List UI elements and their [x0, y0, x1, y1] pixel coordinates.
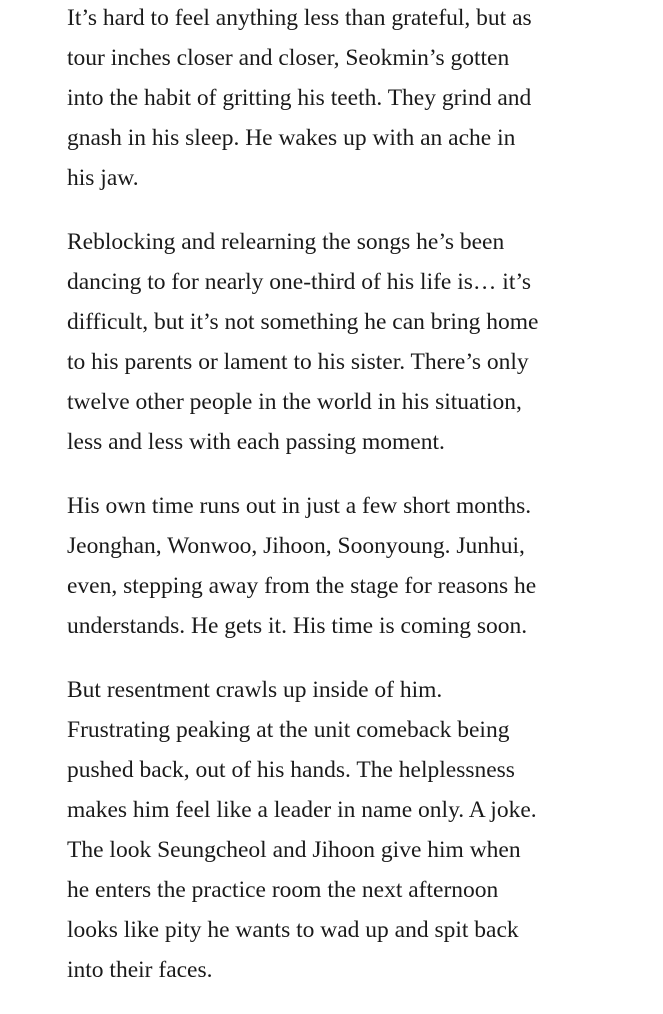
text-line: his jaw. — [67, 165, 139, 191]
text-line: he enters the practice room the next afternoon — [67, 877, 499, 903]
text-line: tour inches closer and closer, Seokmin’s gotten — [67, 45, 510, 71]
text-line: But resentment crawls up inside of him. — [67, 677, 443, 703]
text-line: to his parents or lament to his sister. There’s only — [67, 349, 529, 375]
text-line: The look Seungcheol and Jihoon give him when — [67, 837, 521, 863]
paragraph — [67, 222, 663, 462]
text-line: Frustrating peaking at the unit comeback being — [67, 717, 510, 743]
text-line: difficult, but it’s not something he can bring home — [67, 309, 539, 335]
text-line: It’s hard to feel anything less than grateful, but as — [67, 5, 532, 31]
text-line: even, stepping away from the stage for reasons he — [67, 573, 537, 599]
text-line: twelve other people in the world in his situation, — [67, 389, 522, 415]
text-line: pushed back, out of his hands. The helplessness — [67, 757, 515, 783]
paragraph — [67, 670, 663, 990]
text-line: into their faces. — [67, 957, 213, 983]
text-line: looks like pity he wants to wad up and spit back — [67, 917, 519, 943]
paragraph — [67, 0, 663, 198]
text-line: His own time runs out in just a few short months. — [67, 493, 532, 519]
text-line: dancing to for nearly one-third of his life is… it’s — [67, 269, 532, 295]
text-line: Jeonghan, Wonwoo, Jihoon, Soonyoung. Junhui, — [67, 533, 525, 559]
text-line: makes him feel like a leader in name only. A joke. — [67, 797, 537, 823]
text-line: into the habit of gritting his teeth. They grind and — [67, 85, 532, 111]
text-line: understands. He gets it. His time is coming soon. — [67, 613, 528, 639]
text-line: less and less with each passing moment. — [67, 429, 445, 455]
paragraph — [67, 486, 663, 646]
text-line: Reblocking and relearning the songs he’s been — [67, 229, 505, 255]
story-text — [67, 0, 663, 1014]
text-line: gnash in his sleep. He wakes up with an ache in — [67, 125, 516, 151]
